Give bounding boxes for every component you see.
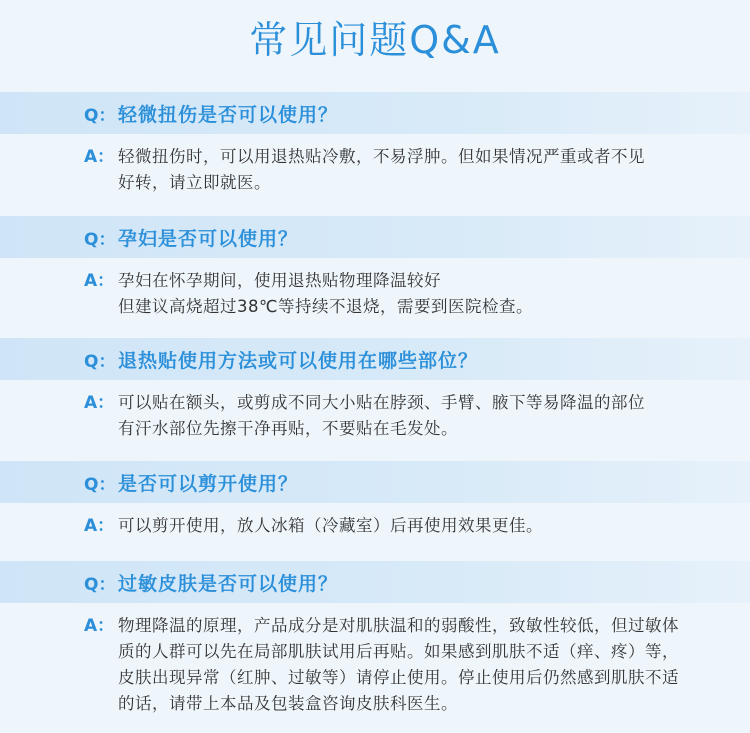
question-text: 孕妇是否可以使用？ (118, 227, 299, 250)
answer-line: 皮肤出现异常（红肿、过敏等）请停止使用。停止使用后仍然感到肌肤不适 (118, 668, 679, 687)
question-prefix: Q： (84, 574, 116, 595)
question-bar (0, 92, 750, 134)
answer (0, 603, 750, 717)
answer-line: 可以贴在额头，或剪成不同大小贴在脖颈、手臂、腋下等易降温的部位 (118, 393, 645, 412)
answer-line: 可以剪开使用，放人冰箱（冷藏室）后再使用效果更佳。 (118, 516, 543, 535)
answer-line: 好转，请立即就医。 (118, 173, 271, 192)
answer-prefix: A： (84, 393, 115, 413)
question-text: 轻微扭伤是否可以使用？ (118, 103, 339, 126)
answer-line: 质的人群可以先在局部肌肤试用后再贴。如果感到肌肤不适（痒、疼）等， (118, 642, 679, 661)
question-prefix: Q： (84, 105, 116, 126)
question-text: 是否可以剪开使用？ (118, 472, 299, 495)
question-bar (0, 561, 750, 603)
question-bar (0, 216, 750, 258)
question-bar (0, 461, 750, 503)
answer-prefix: A： (84, 147, 115, 167)
page-title: 常见问题Q&A (249, 18, 501, 62)
question-text: 过敏皮肤是否可以使用？ (118, 572, 339, 595)
qa-item (0, 338, 750, 442)
answer-line: 孕妇在怀孕期间，使用退热贴物理降温较好 (118, 271, 441, 290)
answer-prefix: A： (84, 516, 115, 536)
question-prefix: Q： (84, 229, 116, 250)
answer (0, 380, 750, 442)
question-prefix: Q： (84, 351, 116, 372)
qa-item (0, 461, 750, 539)
answer-prefix: A： (84, 616, 115, 636)
qa-item (0, 561, 750, 717)
question-bar (0, 338, 750, 380)
answer-line: 的话，请带上本品及包装盒咨询皮肤科医生。 (118, 694, 458, 713)
answer-line: 但建议高烧超过38℃等持续不退烧，需要到医院检查。 (118, 297, 534, 316)
answer-line: 轻微扭伤时，可以用退热贴冷敷，不易浮肿。但如果情况严重或者不见 (118, 147, 645, 166)
qa-item (0, 216, 750, 320)
answer-prefix: A： (84, 271, 115, 291)
answer-line: 物理降温的原理，产品成分是对肌肤温和的弱酸性，致敏性较低，但过敏体 (118, 616, 679, 635)
question-prefix: Q： (84, 474, 116, 495)
answer (0, 503, 750, 539)
answer (0, 134, 750, 196)
question-text: 退热贴使用方法或可以使用在哪些部位？ (118, 349, 479, 372)
answer (0, 258, 750, 320)
answer-line: 有汗水部位先擦干净再贴，不要贴在毛发处。 (118, 419, 458, 438)
qa-item (0, 92, 750, 196)
